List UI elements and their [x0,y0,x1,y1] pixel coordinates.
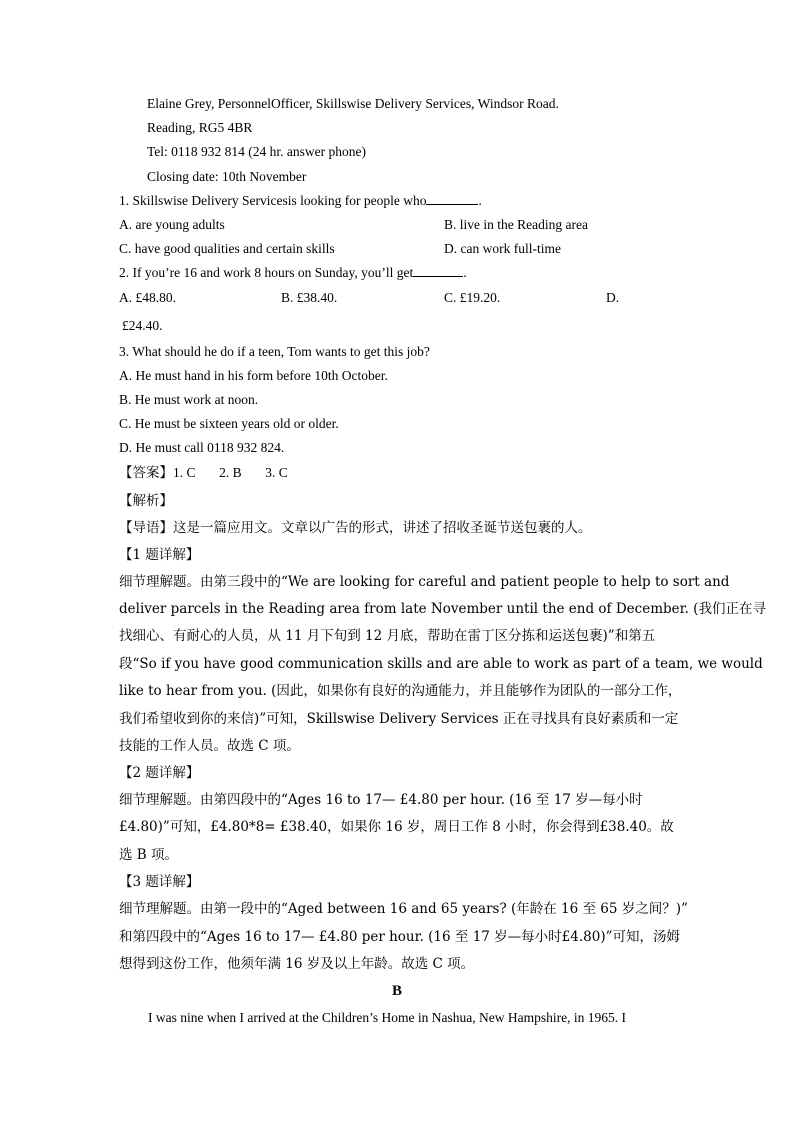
option-1c: C. have good qualities and certain skills [119,241,335,256]
answer-blank [426,192,478,205]
answer-blank [413,264,463,277]
option-1a: A. are young adults [119,217,225,232]
detail-1-title: 【1 题详解】 [119,547,200,563]
address-line-2: Reading, RG5 4BR [147,120,253,135]
option-1b: B. live in the Reading area [444,217,588,232]
option-3c: C. He must be sixteen years old or older. [119,416,339,431]
address-line-3: Tel: 0118 932 814 (24 hr. answer phone) [147,144,367,159]
section-heading-b: B [391,983,402,999]
detail-3-line: 想得到这份工作，他须年满 16 岁及以上年龄。故选 C 项。 [119,956,475,972]
option-3b: B. He must work at noon. [119,392,259,407]
question-3-stem: 3. What should he do if a teen, Tom wants to get this job? [119,344,430,359]
answer-label: 【答案】 [119,465,173,481]
analysis-label: 【解析】 [119,493,173,509]
option-2b: B. £38.40. [281,290,338,305]
address-line-1: Elaine Grey, PersonnelOfficer, Skillswise Delivery Services, Windsor Road. [147,96,559,111]
option-3d: D. He must call 0118 932 824. [119,440,285,455]
answer-line [119,464,288,482]
detail-3-line: 细节理解题。由第一段中的“Aged between 16 and 65 years? (年龄在 16 至 65 岁之间？)” [119,901,688,917]
detail-1-line: 找细心、有耐心的人员，从 11 月下旬到 12 月底，帮助在雷丁区分拣和运送包裹)”和第五 [119,628,656,644]
question-1-stem [119,192,482,210]
option-2c: C. £19.20. [444,290,501,305]
question-end-mark: . [463,265,467,280]
detail-2-line: £4.80)”可知，£4.80*8= £38.40，如果你 16 岁，周日工作 8 小时，你会得到£38.40。故 [119,819,674,835]
detail-1-line: 我们希望收到你的来信)”可知，Skillswise Delivery Services 正在寻找具有良好素质和一定 [119,711,679,727]
guide-text: 【导语】这是一篇应用文。文章以广告的形式，讲述了招收圣诞节送包裹的人。 [119,520,592,536]
address-line-4: Closing date: 10th November [147,169,307,184]
detail-2-line: 细节理解题。由第四段中的“Ages 16 to 17— £4.80 per hour. (16 至 17 岁—每小时 [119,792,643,808]
option-3a: A. He must hand in his form before 10th October. [119,368,388,383]
question-stem-text: 1. Skillswise Delivery Servicesis looking for people who [119,193,427,208]
question-end-mark: . [478,193,482,208]
detail-1-line: 技能的工作人员。故选 C 项。 [119,738,300,754]
question-stem-text: 2. If you’re 16 and work 8 hours on Sunday, you’ll get [119,265,414,280]
detail-1-line: 段“So if you have good communication skills and are able to work as part of a team, we would [119,656,763,672]
passage-b-first-line: I was nine when I arrived at the Children’s Home in Nashua, New Hampshire, in 1965. I [148,1010,627,1025]
detail-1-line: 细节理解题。由第三段中的“We are looking for careful and patient people to help to sort and [119,574,730,590]
detail-3-line: 和第四段中的“Ages 16 to 17— £4.80 per hour. (16 至 17 岁—每小时£4.80)”可知，汤姆 [119,929,680,945]
question-2-stem [119,264,467,282]
answer-items: 1. C 2. B 3. C [173,465,288,480]
detail-3-title: 【3 题详解】 [119,874,200,890]
detail-1-line: like to hear from you. (因此，如果你有良好的沟通能力，并且能够作为团队的一部分工作， [119,683,682,699]
option-2d-label: D. [606,290,620,305]
option-2d-value: £24.40. [122,318,163,333]
option-2a: A. £48.80. [119,290,176,305]
option-1d: D. can work full-time [444,241,561,256]
detail-2-title: 【2 题详解】 [119,765,200,781]
detail-1-line: deliver parcels in the Reading area from late November until the end of December. (我们正在寻 [119,601,766,617]
detail-2-line: 选 B 项。 [119,847,179,863]
